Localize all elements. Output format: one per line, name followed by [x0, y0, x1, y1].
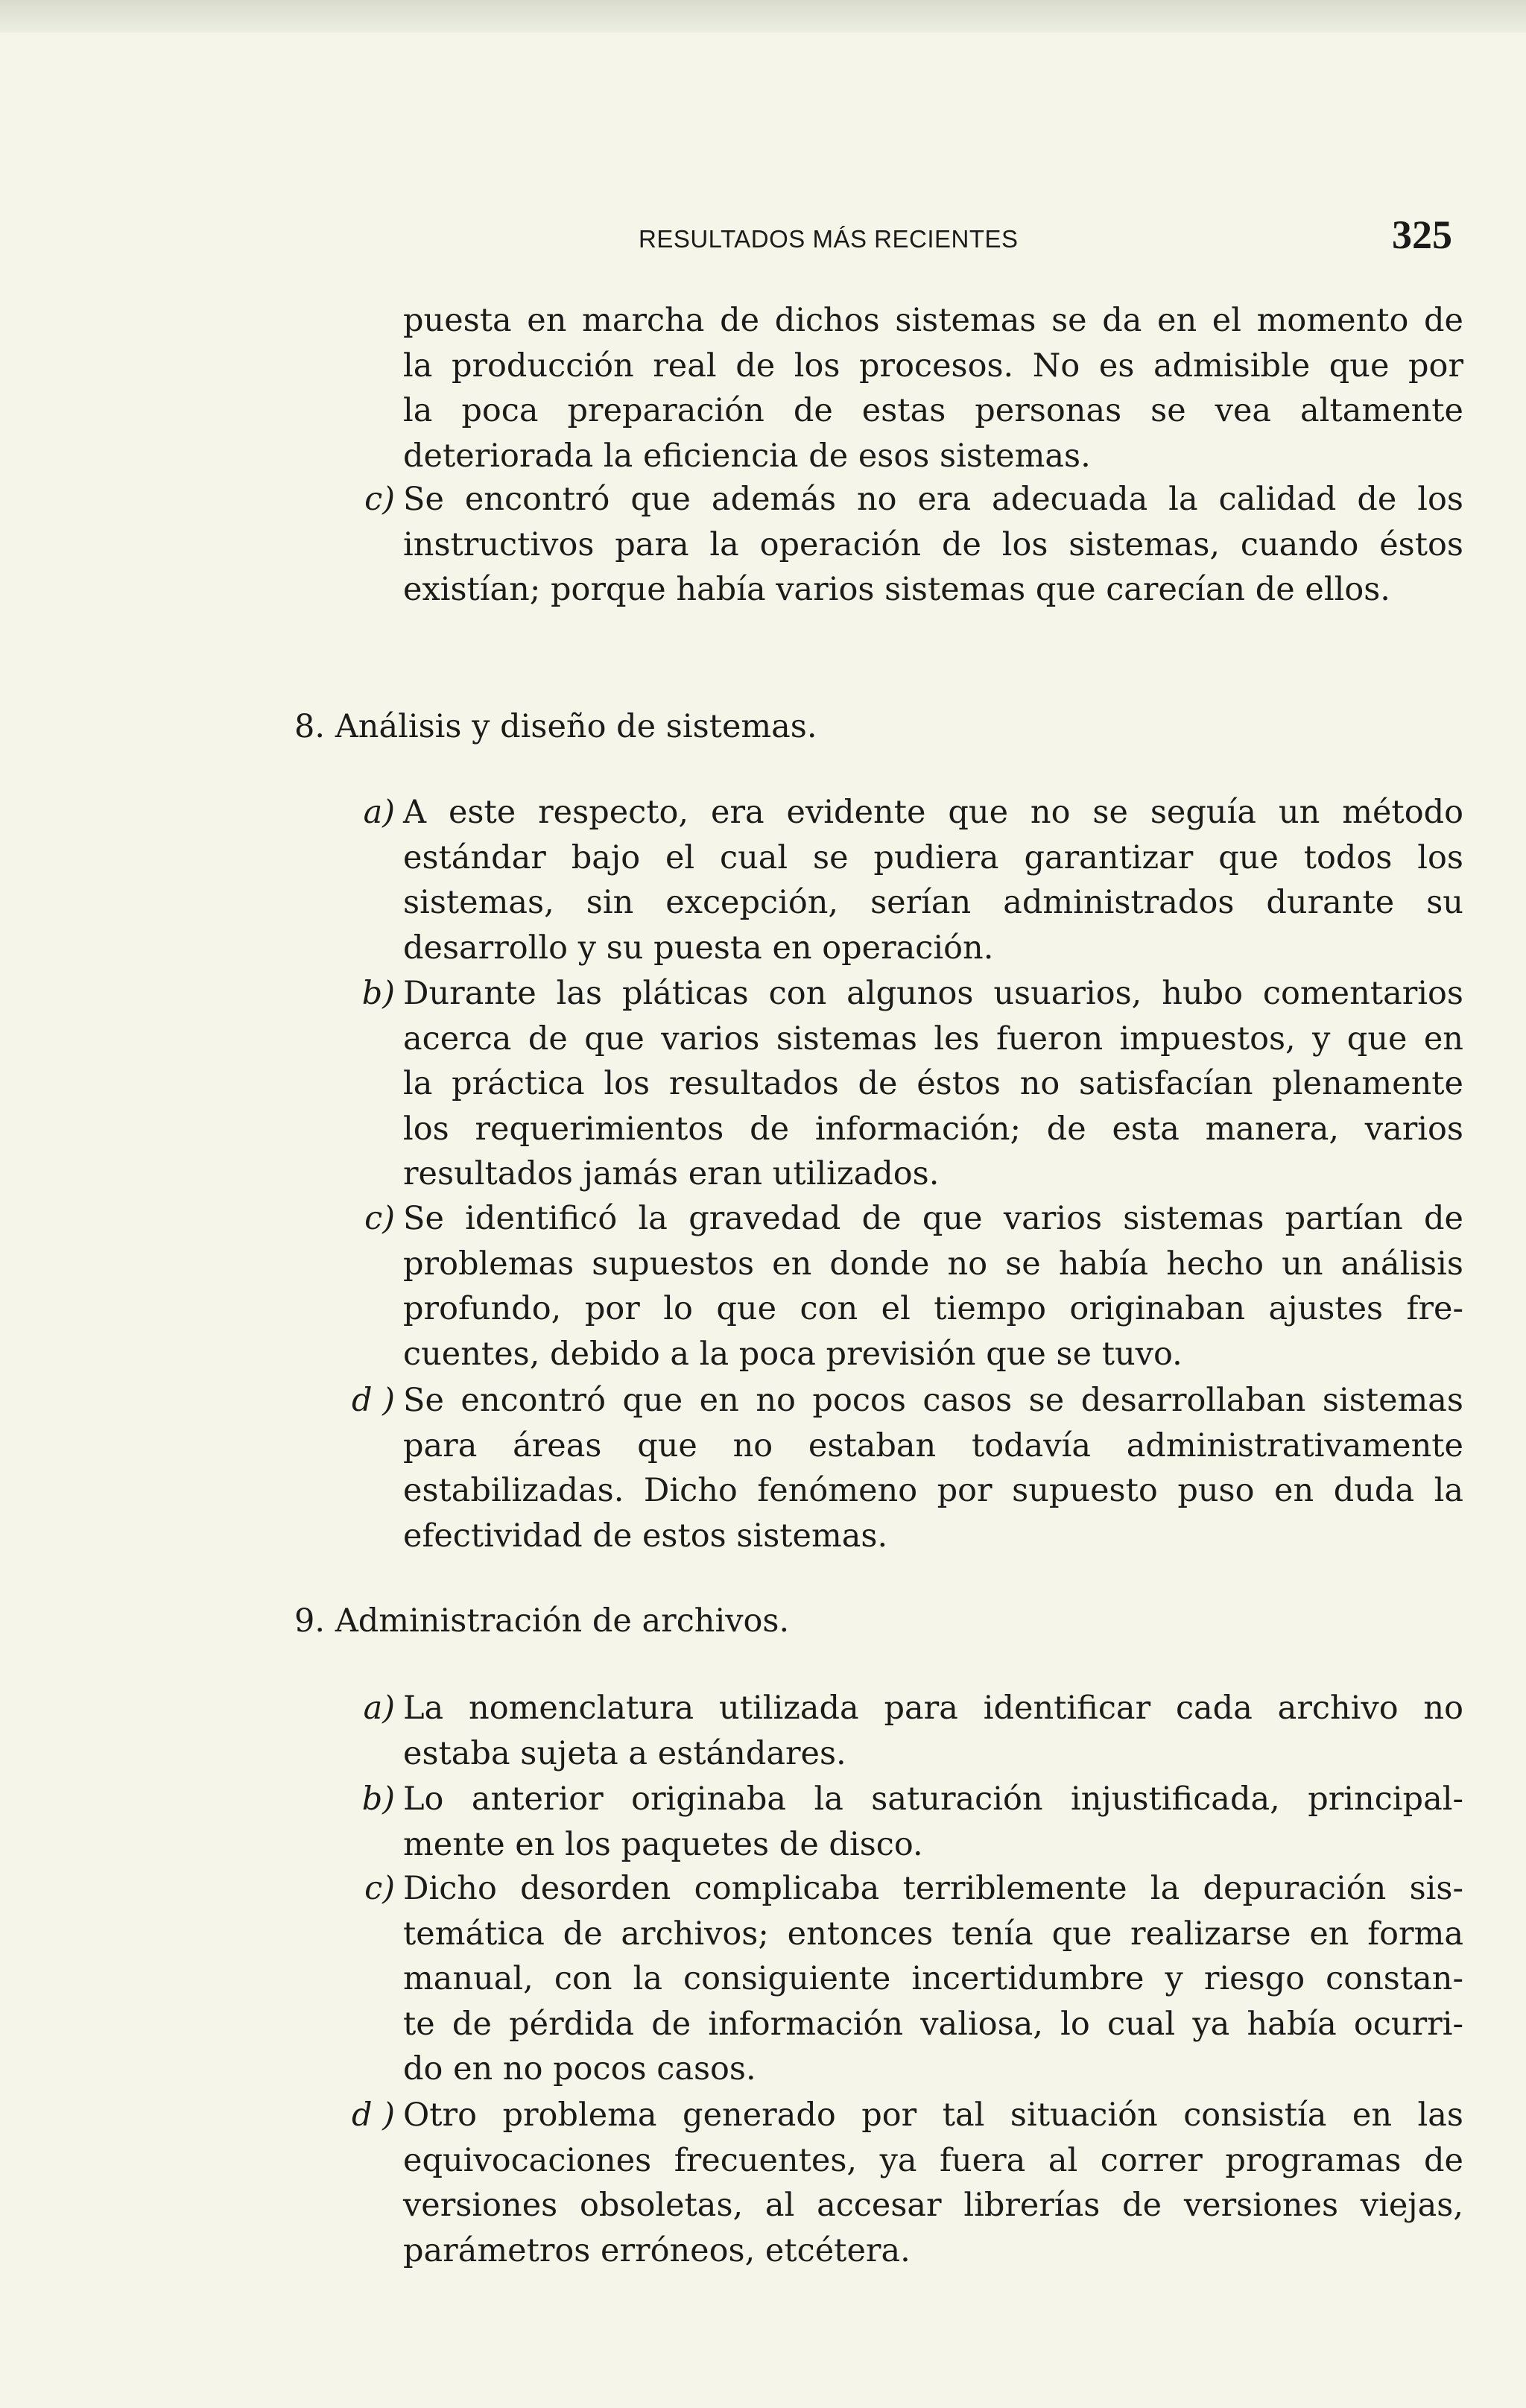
page-header [0, 209, 1526, 268]
list-item-line: mente en los paquetes de disco. [403, 1825, 923, 1863]
paragraph-line: deteriorada la eficiencia de esos sistemas. [403, 437, 1091, 475]
paragraph-line: la poca preparación de estas personas se vea altamente [403, 392, 1463, 429]
list-item-line: te de pérdida de información valiosa, lo cual ya había ocurri- [403, 2005, 1463, 2043]
list-item-line: desarrollo y su puesta en operación. [403, 929, 994, 967]
list-item-line: estaba sujeta a estándares. [403, 1734, 846, 1772]
list-item-line: acerca de que varios sistemas les fueron impuestos, y que en [403, 1020, 1463, 1058]
list-item-line: Se encontró que en no pocos casos se desarrollaban sistemas [403, 1382, 1463, 1419]
list-item-line: resultados jamás eran utilizados. [403, 1155, 940, 1192]
item-label: d ) [352, 2096, 395, 2134]
list-item-line: sistemas, sin excepción, serían administrados durante su [403, 884, 1463, 921]
page-top-shadow [0, 0, 1526, 33]
list-item-line: temática de archivos; entonces tenía que realizarse en forma [403, 1915, 1463, 1953]
list-item-line: Otro problema generado por tal situación consistía en las [403, 2096, 1463, 2134]
item-label: b) [361, 1780, 395, 1818]
list-item-line: para áreas que no estaban todavía administrativamente [403, 1426, 1463, 1464]
item-label: c) [364, 481, 395, 518]
item-label: a) [363, 1690, 395, 1727]
list-item-line: cuentes, debido a la poca previsión que se tuvo. [403, 1335, 1183, 1373]
list-item-line: parámetros erróneos, etcétera. [403, 2231, 911, 2269]
list-item-line: equivocaciones frecuentes, ya fuera al correr programas de [403, 2141, 1463, 2179]
list-item-line: Dicho desorden complicaba terriblemente la depuración sis- [403, 1870, 1463, 1907]
paragraph-line: la producción real de los procesos. No es admisible que por [403, 347, 1463, 385]
list-item-line: A este respecto, era evidente que no se seguía un método [403, 794, 1463, 831]
list-item-line: estándar bajo el cual se pudiera garantizar que todos los [403, 838, 1463, 876]
item-label: c) [364, 1870, 395, 1907]
section-heading: 8. Análisis y diseño de sistemas. [294, 708, 817, 745]
list-item-line: versiones obsoletas, al accesar librerías de versiones viejas, [403, 2187, 1463, 2224]
paragraph-line: puesta en marcha de dichos sistemas se da en el momento de [403, 302, 1463, 339]
list-item-line: la práctica los resultados de éstos no satisfacían plenamente [403, 1065, 1463, 1102]
item-label: d ) [352, 1382, 395, 1419]
list-item-line: do en no pocos casos. [403, 2050, 756, 2088]
running-head: RESULTADOS MÁS RECIENTES [639, 225, 1019, 253]
list-item-line: estabilizadas. Dicho fenómeno por supuesto puso en duda la [403, 1472, 1463, 1509]
list-item-line: Lo anterior originaba la saturación injustificada, principal- [403, 1780, 1463, 1818]
list-item-line: existían; porque había varios sistemas que carecían de ellos. [403, 571, 1390, 608]
list-item-line: instructivos para la operación de los sistemas, cuando éstos [403, 525, 1463, 563]
page-number: 325 [1392, 212, 1452, 257]
list-item-line: los requerimientos de información; de esta manera, varios [403, 1110, 1463, 1148]
list-item-line: Se encontró que además no era adecuada la calidad de los [403, 481, 1463, 518]
list-item-line: Durante las pláticas con algunos usuarios, hubo comentarios [403, 975, 1463, 1012]
list-item-line: efectividad de estos sistemas. [403, 1517, 888, 1555]
list-item-line: manual, con la consiguiente incertidumbre y riesgo constan- [403, 1960, 1463, 1997]
item-label: a) [363, 794, 395, 831]
list-item-line: problemas supuestos en donde no se había hecho un análisis [403, 1245, 1463, 1283]
item-label: c) [364, 1200, 395, 1237]
list-item-line: La nomenclatura utilizada para identificar cada archivo no [403, 1690, 1463, 1727]
section-heading: 9. Administración de archivos. [294, 1602, 790, 1640]
list-item-line: profundo, por lo que con el tiempo originaban ajustes fre- [403, 1290, 1463, 1327]
list-item-line: Se identificó la gravedad de que varios sistemas partían de [403, 1200, 1463, 1237]
item-label: b) [361, 975, 395, 1012]
